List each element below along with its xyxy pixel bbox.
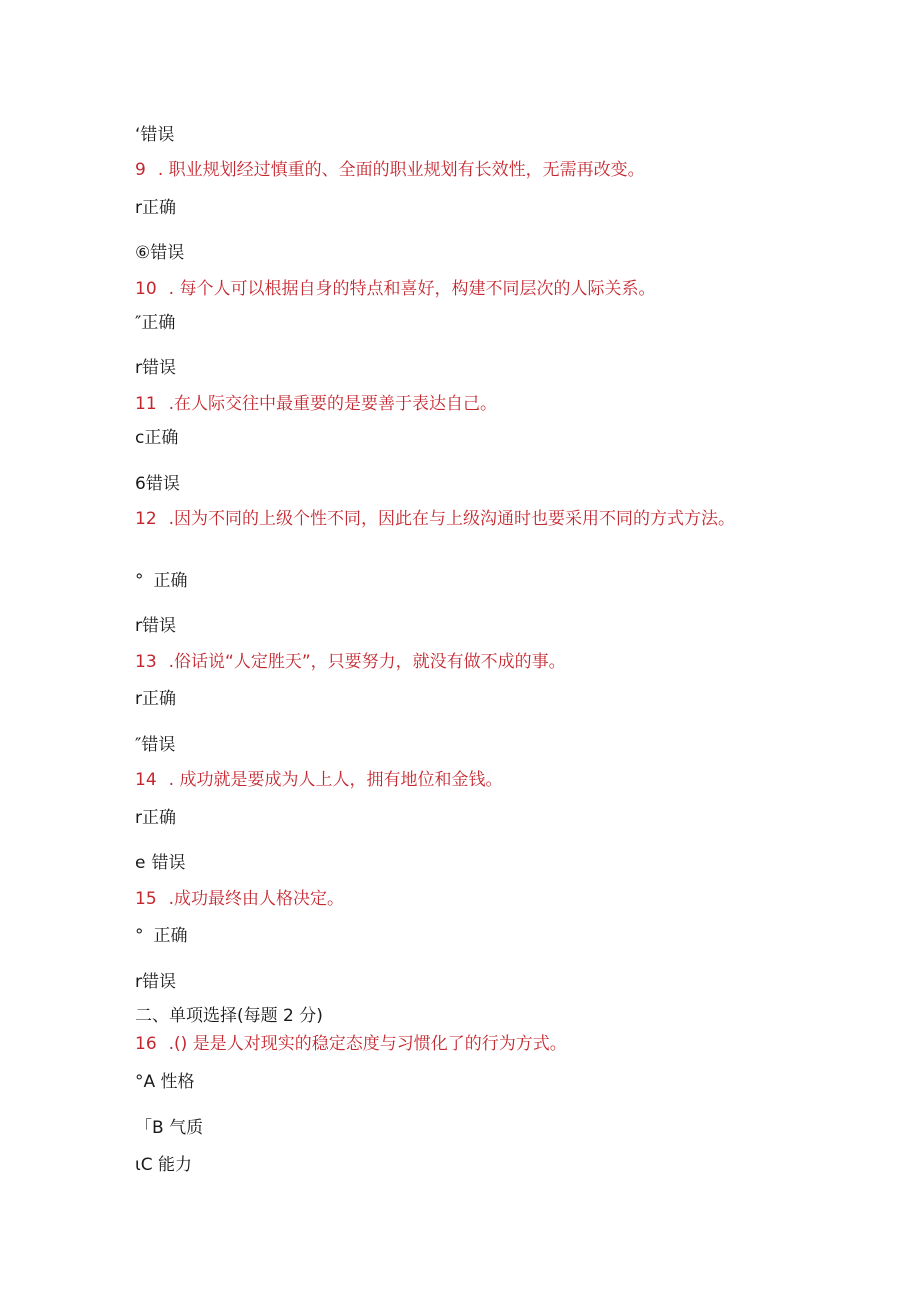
option-incorrect-q14[interactable] — [135, 851, 185, 875]
option-label: 正确 — [141, 313, 176, 333]
question-text: . 每个人可以根据自身的特点和喜好，构建不同层次的人际关系。 — [168, 279, 656, 299]
radio-mark: 6 — [135, 474, 146, 494]
radio-mark: r — [135, 198, 142, 218]
question-14 — [135, 768, 755, 792]
option-label: 错误 — [142, 616, 176, 636]
question-text: .成功最终由人格决定。 — [168, 889, 345, 909]
option-a-q16[interactable] — [135, 1070, 195, 1094]
option-label: 正确 — [142, 808, 176, 828]
option-correct-q15[interactable] — [135, 924, 188, 948]
question-15 — [135, 887, 755, 911]
option-correct-q10[interactable] — [135, 311, 175, 335]
radio-mark: ″ — [135, 735, 142, 755]
option-incorrect-q8[interactable] — [135, 123, 174, 147]
radio-mark: ° — [135, 571, 144, 591]
radio-mark: ° — [135, 926, 144, 946]
question-11 — [135, 392, 755, 416]
option-incorrect-q15[interactable] — [135, 970, 176, 994]
question-13 — [135, 650, 755, 674]
radio-mark: ‘ — [135, 125, 141, 145]
radio-mark: ° — [135, 1072, 144, 1092]
radio-mark: r — [135, 689, 142, 709]
option-incorrect-q10[interactable] — [135, 356, 176, 380]
option-incorrect-q12[interactable] — [135, 614, 176, 638]
question-number: 15 — [135, 889, 157, 909]
option-label: 正确 — [153, 571, 188, 591]
question-text: . 成功就是要成为人上人，拥有地位和金钱。 — [168, 770, 503, 790]
question-text: .() 是是人对现实的稳定态度与习惯化了的行为方式。 — [168, 1034, 567, 1054]
option-label: 错误 — [140, 125, 175, 145]
option-incorrect-q9[interactable] — [135, 241, 184, 265]
radio-mark: r — [135, 616, 142, 636]
option-correct-q14[interactable] — [135, 806, 176, 830]
option-correct-q9[interactable] — [135, 196, 176, 220]
radio-mark: ι — [135, 1155, 141, 1175]
option-correct-q13[interactable] — [135, 687, 176, 711]
question-12 — [135, 507, 755, 531]
option-correct-q11[interactable] — [135, 426, 178, 450]
question-number: 16 — [135, 1034, 157, 1054]
option-b-q16[interactable] — [135, 1116, 203, 1140]
section-heading: 二、单项选择(每题 2 分) — [135, 1006, 323, 1026]
option-label: 正确 — [142, 689, 176, 709]
option-label: A 性格 — [143, 1072, 195, 1092]
radio-mark: r — [135, 808, 142, 828]
question-text: .在人际交往中最重要的是要善于表达自己。 — [168, 394, 498, 414]
question-number: 13 — [135, 652, 157, 672]
option-label: C 能力 — [140, 1155, 193, 1175]
question-number: 11 — [135, 394, 157, 414]
option-label: 正确 — [153, 926, 188, 946]
radio-mark: ″ — [135, 313, 142, 333]
option-label: 错误 — [150, 243, 185, 263]
radio-mark: c — [135, 428, 145, 448]
radio-mark: ⑥ — [135, 243, 151, 263]
question-9 — [135, 158, 755, 182]
question-10 — [135, 277, 755, 301]
option-label: B 气质 — [152, 1118, 204, 1138]
radio-mark: r — [135, 358, 142, 378]
question-number: 14 — [135, 770, 157, 790]
option-incorrect-q13[interactable] — [135, 733, 175, 757]
option-label: 正确 — [144, 428, 179, 448]
option-incorrect-q11[interactable] — [135, 472, 180, 496]
question-text: .因为不同的上级个性不同，因此在与上级沟通时也要采用不同的方式方法。 — [168, 509, 736, 529]
option-label: 错误 — [142, 972, 176, 992]
radio-mark: r — [135, 972, 142, 992]
option-correct-q12[interactable] — [135, 569, 188, 593]
radio-mark: e — [135, 853, 146, 873]
option-label: 正确 — [142, 198, 176, 218]
option-label: 错误 — [141, 735, 176, 755]
radio-mark: 「 — [135, 1118, 152, 1138]
question-16 — [135, 1032, 755, 1056]
option-label: 错误 — [145, 474, 180, 494]
question-number: 10 — [135, 279, 157, 299]
option-c-q16[interactable] — [135, 1153, 192, 1177]
option-label: 错误 — [151, 853, 186, 873]
question-number: 12 — [135, 509, 157, 529]
option-label: 错误 — [142, 358, 176, 378]
question-text: . 职业规划经过慎重的、全面的职业规划有长效性，无需再改变。 — [157, 160, 645, 180]
question-number: 9 — [135, 160, 146, 180]
question-text: .俗话说“人定胜天”，只要努力，就没有做不成的事。 — [168, 652, 566, 672]
